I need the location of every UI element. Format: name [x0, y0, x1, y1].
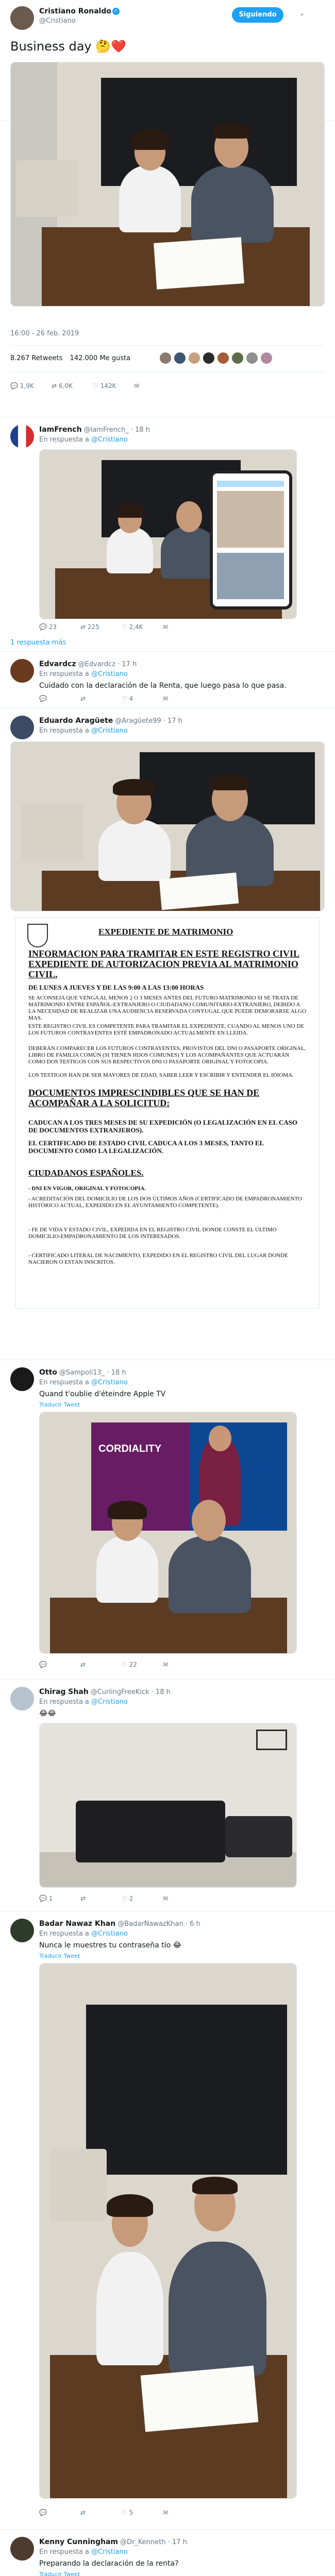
phone-screenshot [210, 470, 292, 609]
tv-banner: CORDIALITY [98, 1443, 162, 1454]
reply-button[interactable]: 💬 1,9K [10, 382, 34, 389]
reply-context: En respuesta a @Cristiano [39, 727, 128, 735]
like-button[interactable]: ♡ 4 [122, 695, 133, 702]
author-name[interactable]: Edvardcz @Edvardcz · 17 h [39, 660, 137, 668]
author-name[interactable]: Kenny Cunningham @Dr_Kenneth · 17 h [39, 2538, 187, 2546]
retweet-total[interactable]: 8.267 Retweets [10, 354, 63, 362]
reply-context: En respuesta a @Cristiano [39, 2548, 128, 2556]
reply-button[interactable]: 💬 1 [39, 1895, 53, 1902]
liker-avatars[interactable] [160, 352, 320, 365]
main-photo[interactable] [10, 62, 325, 307]
reply-button[interactable]: 💬 23 [39, 623, 57, 631]
reply-photo[interactable] [10, 741, 325, 911]
share-icon[interactable]: ✉ [163, 695, 169, 702]
document-heading: INFORMACION PARA TRAMITAR EN ESTE REGISTRO CIVIL EXPEDIENTE DE AUTORIZACION PREVIA AL MATRIMONIO CIVIL. [28, 948, 300, 979]
tweet-text: Quand t'oublie d'éteindre Apple TV [39, 1390, 166, 1398]
main-tweet-meta [0, 309, 335, 417]
author-name[interactable]: IamFrench @IamFrench_ · 18 h [39, 426, 150, 434]
reply-button[interactable]: 💬 [39, 695, 47, 702]
reply-to-link[interactable]: @Cristiano [91, 1698, 128, 1706]
reply-to-link[interactable]: @Cristiano [91, 2548, 128, 2556]
retweet-button[interactable]: ⇄ 225 [80, 623, 99, 631]
reply-context: En respuesta a @Cristiano [39, 1379, 128, 1386]
reply-context: En respuesta a @Cristiano [39, 1698, 128, 1706]
share-icon[interactable]: ✉ [163, 1661, 169, 1668]
reply-tweet [0, 1911, 335, 2530]
reply-tweet [0, 1360, 335, 1680]
retweet-button[interactable]: ⇄ [80, 1895, 86, 1902]
document-heading: CIUDADANOS ESPAÑOLES. [28, 1168, 144, 1178]
document-paragraph: ESTE REGISTRO CIVIL ES COMPETENTE PARA TRAMITAR EL EXPEDIENTE, CUANDO AL MENOS UNO DE LOS FUTUROS CONTRAYENTES ESTÉ EMPADRONADO ACTUALMENTE EN LLEIDA. [28, 1023, 305, 1036]
translate-link[interactable]: Traducir Tweet [39, 1953, 80, 1959]
author-name[interactable]: Badar Nawaz Khan @BadarNawazKhan · 6 h [39, 1920, 200, 1928]
document-paragraph: CADUCAN A LOS TRES MESES DE SU EXPEDICIÓN (O LEGALIZACIÓN EN EL CASO DE DOCUMENTOS EXTRANJEROS). [28, 1118, 298, 1134]
share-icon[interactable]: ✉ [134, 382, 140, 389]
document-item: - ACREDITACIÓN DEL DOMICILIO DE LOS DOS ÚLTIMOS AÑOS (CERTIFICADO DE EMPADRONAMIENTO HISTÓRICO ACTUAL, EXPEDIDO EN EL AYUNTAMIENTO COMPETENTE). [28, 1196, 302, 1209]
reply-context: En respuesta a @Cristiano [39, 670, 128, 678]
reply-to-link[interactable]: @Cristiano [91, 436, 128, 444]
document-days: DE LUNES A JUEVES Y DE LAS 9:00 A LAS 13:00 HORAS [28, 984, 204, 991]
follow-button[interactable]: Siguiendo [232, 7, 283, 23]
document-title: EXPEDIENTE DE MATRIMONIO [98, 927, 233, 937]
marriage-document[interactable] [15, 917, 320, 1309]
verified-icon: ✓ [112, 8, 120, 15]
wall-frame [256, 1730, 287, 1750]
timestamp[interactable]: 16:00 - 26 feb. 2019 [10, 330, 79, 337]
author-name[interactable]: Chirag Shah @CurlingFreeKick · 18 h [39, 1688, 171, 1696]
reply-button[interactable]: 💬 [39, 2509, 47, 2516]
translate-link[interactable]: Traducir Tweet [39, 2571, 80, 2576]
tweet-text: Preparando la declaración de la renta? [39, 2560, 179, 2568]
avatar[interactable] [10, 425, 34, 448]
avatar[interactable] [10, 2537, 34, 2561]
retweet-button[interactable]: ⇄ [80, 2509, 86, 2516]
reply-photo[interactable] [39, 1723, 297, 1888]
like-button[interactable]: ♡ 22 [122, 1661, 137, 1668]
reply-tweet [0, 652, 335, 708]
reply-photo[interactable] [39, 449, 297, 619]
reply-to-link[interactable]: @Cristiano [91, 727, 128, 735]
document-item: - CERTIFICADO LITERAL DE NACIMIENTO, EXPEDIDO EN EL REGISTRO CIVIL DEL LUGAR DONDE NACIERON O ESTÁN INSCRITOS. [28, 1252, 288, 1265]
document-paragraph: EL CERTIFICADO DE ESTADO CIVIL CADUCA A LOS 3 MESES, TANTO EL DOCUMENTO COMO LA LEGALIZACIÓN. [28, 1139, 264, 1155]
more-replies-link[interactable]: 1 respuesta más [10, 639, 66, 647]
author-handle[interactable]: @Cristiano [39, 17, 76, 25]
reply-tweet [0, 417, 335, 652]
reply-context: En respuesta a @Cristiano [39, 436, 128, 444]
avatar[interactable] [10, 1687, 34, 1710]
reply-to-link[interactable]: @Cristiano [91, 1379, 128, 1386]
share-icon[interactable]: ✉ [163, 1895, 169, 1902]
avatar[interactable] [10, 6, 34, 30]
reply-photo[interactable] [39, 1412, 297, 1654]
tweet-text: Cuidado con la declaración de la Renta, que luego pasa lo que pasa. [39, 682, 287, 690]
author-name[interactable]: Eduardo Aragüete @Aragüete99 · 17 h [39, 717, 182, 725]
like-button[interactable]: ♡ 5 [122, 2509, 133, 2516]
retweet-button[interactable]: ⇄ 6,0K [52, 382, 73, 389]
avatar[interactable] [10, 659, 34, 683]
document-paragraph: DEBERÁN COMPARECER LOS FUTUROS CONTRAYENTES, PROVISTOS DEL DNI O PASAPORTE ORIGINAL, LIBRO DE FAMILIA COMÚN (SI TIENEN HIJOS COMUNES) Y LOS ACOMPAÑANTES QUE ACTUARÁN COMO DOS TESTIGOS CON SUS RESPECTIVOS DNI O PASAPORTE ORIGINAL Y FOTOCOPIA. [28, 1045, 306, 1065]
like-total[interactable]: 142.000 Me gusta [70, 354, 131, 362]
reply-context: En respuesta a @Cristiano [39, 1930, 128, 1938]
tweet-text: Business day 🤔❤️ [10, 39, 126, 54]
share-icon[interactable]: ✉ [163, 623, 169, 631]
author-name[interactable]: Cristiano Ronaldo ✓ [39, 7, 120, 15]
retweet-button[interactable]: ⇄ [80, 695, 86, 702]
reply-photo[interactable] [39, 1963, 297, 2499]
avatar[interactable] [10, 1367, 34, 1391]
document-paragraph: LOS TESTIGOS HAN DE SER MAYORES DE EDAD, SABER LEER Y ESCRIBIR Y ENTENDER EL IDIOMA. [28, 1072, 294, 1078]
reply-to-link[interactable]: @Cristiano [91, 670, 128, 678]
avatar[interactable] [10, 716, 34, 739]
coat-of-arms-icon [27, 924, 48, 947]
tweet-text: Nunca le muestres tu contraseña tío 😂 [39, 1941, 181, 1950]
document-paragraph: SE ACONSEJA QUE VENGA AL MENOS 2 O 3 MESES ANTES DEL FUTURO MATRIMONIO SI SE TRATA DE MATRIMONIO ENTRE ESPAÑOL-EXTRANJERO O CIUDADANO COMUNITARIO-EXTRANJERO, DEBIDO A LA NECESIDAD DE REALIZAR UNA AUDIENCIA RESERVADA CONYUGAL QUE PUEDE DEMORARSE ALGO MAS. [28, 995, 307, 1021]
reply-button[interactable]: 💬 [39, 1661, 47, 1668]
tweet-text: 😂😂 [39, 1709, 56, 1718]
translate-link[interactable]: Traducir Tweet [39, 1401, 80, 1408]
like-button[interactable]: ♡ 142K [93, 382, 116, 389]
reply-tweet [0, 2530, 335, 2576]
share-icon[interactable]: ✉ [163, 2509, 169, 2516]
reply-tweet [0, 1680, 335, 1911]
reply-to-link[interactable]: @Cristiano [91, 1930, 128, 1938]
document-item: - DNI EN VIGOR, ORIGINAL Y FOTOCOPIA. [28, 1185, 146, 1192]
like-button[interactable]: ♡ 2 [122, 1895, 133, 1902]
document-heading: DOCUMENTOS IMPRESCINDIBLES QUE SE HAN DE ACOMPAÑAR A LA SOLICITUD: [28, 1088, 260, 1108]
document-item: - FE DE VIDA Y ESTADO CIVIL, EXPEDIDA EN EL REGISTRO CIVIL DONDE CONSTE EL ÚLTIMO DOMICILIO-EMPADRONAMIENTO DE LOS INTERESADOS. [28, 1227, 277, 1240]
retweet-button[interactable]: ⇄ [80, 1661, 86, 1668]
like-button[interactable]: ♡ 2,4K [122, 623, 143, 631]
avatar[interactable] [10, 1919, 34, 1942]
chevron-down-icon[interactable]: ⌄ [299, 9, 305, 18]
author-name[interactable]: Otto @Sampoli13_ · 18 h [39, 1368, 126, 1377]
